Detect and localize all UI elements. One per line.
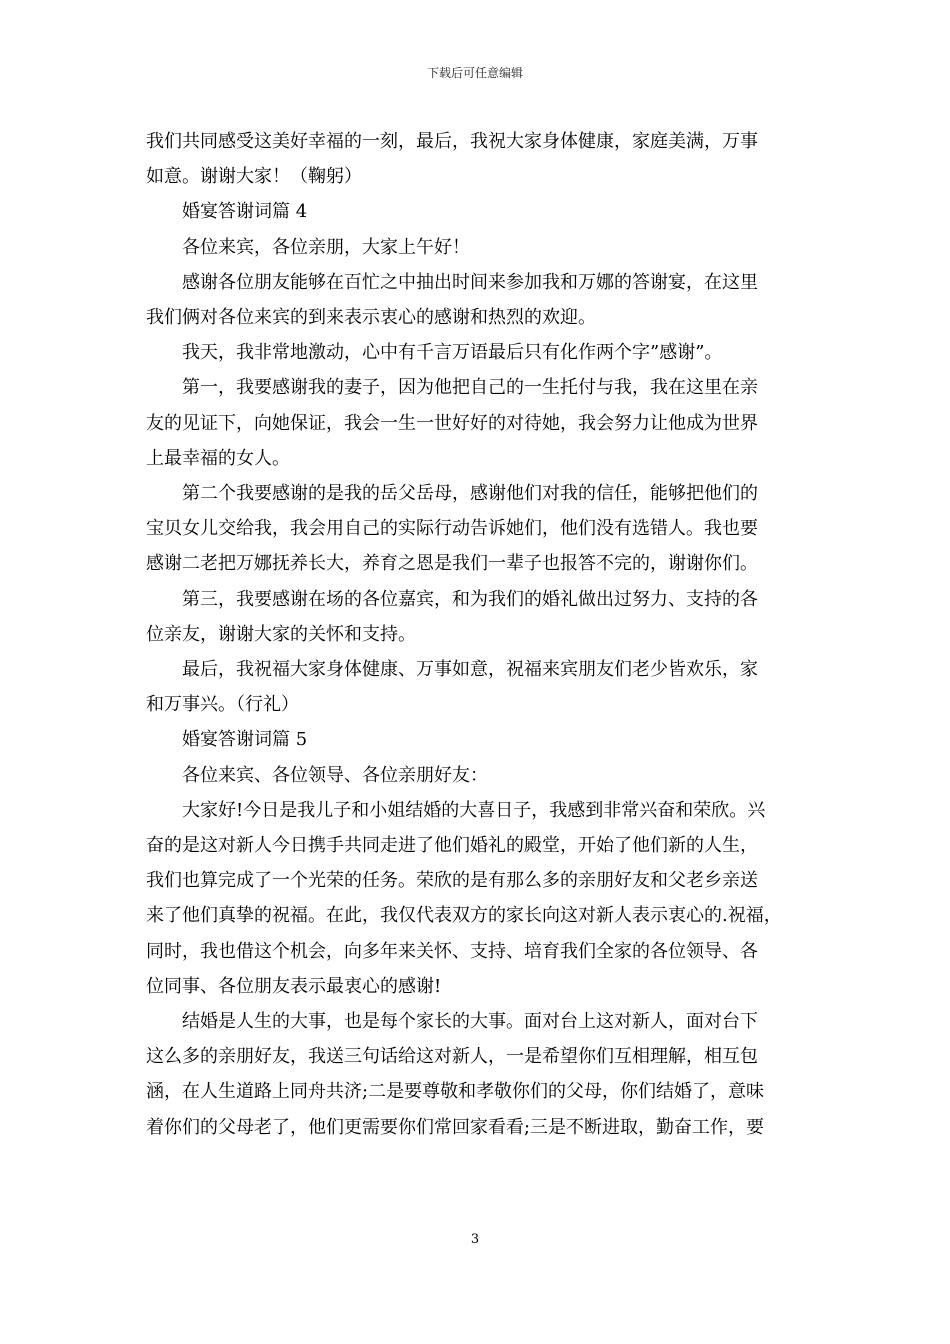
paragraph: 第三，我要感谢在场的各位嘉宾，和为我们的婚礼做出过努力、支持的各 位亲友，谢谢大家的关怀和支持。 <box>146 588 758 645</box>
paragraph: 感谢各位朋友能够在百忙之中抽出时间来参加我和万娜的答谢宴，在这里 我们俩对各位来宾的到来表示衷心的感谢和热烈的欢迎。 <box>146 271 758 329</box>
paragraph: 最后，我祝福大家身体健康、万事如意，祝福来宾朋友们老少皆欢乐，家 和万事兴。（行礼） <box>146 659 758 716</box>
section-heading: 婚宴答谢词篇 4 <box>146 201 308 223</box>
page-header: 下载后可任意编辑 <box>426 66 523 80</box>
paragraph: 我天，我非常地激动，心中有千言万语最后只有化作两个字”感谢”。 <box>146 342 723 364</box>
paragraph: 第一，我要感谢我的妻子，因为他把自己的一生托付与我，我在这里在亲 友的见证下，向她保证，我会一生一世好好的对待她，我会努力让他成为世界 上最幸福的女人。 <box>146 377 758 469</box>
page-number: 3 <box>470 1232 480 1247</box>
document-body <box>146 124 812 1145</box>
paragraph: 第二个我要感谢的是我的岳父岳母，感谢他们对我的信任，能够把他们的 宝贝女儿交给我，我会用自己的实际行动告诉她们，他们没有选错人。我也要 感谢二老把万娜抚养长大，养育之恩是我们一辈子也报答不完的，谢谢你们。 <box>146 483 758 575</box>
paragraph: 我们共同感受这美好幸福的一刻，最后，我祝大家身体健康，家庭美满，万事 如意。谢谢大家！（鞠躬） <box>146 131 758 188</box>
paragraph: 结婚是人生的大事，也是每个家长的大事。面对台上这对新人，面对台下 这么多的亲朋好友，我送三句话给这对新人，一是希望你们互相理解，相互包 涵，在人生道路上同舟共济;二是要尊敬和孝敬你们的父母，你们结婚了，意味 着你们的父母老了，他们更需要你们常回家看看;三是不断进取，勤奋工作，要 <box>146 1011 765 1138</box>
section-heading: 婚宴答谢词篇 5 <box>146 729 308 751</box>
paragraph: 大家好!今日是我儿子和小姐结婚的大喜日子，我感到非常兴奋和荣欣。兴 奋的是这对新人今日携手共同走进了他们婚礼的殿堂，开始了他们新的人生， 我们也算完成了一个光荣的任务。荣欣的是有那么多的亲朋好友和父老乡亲送 来了他们真挚的祝福。在此，我仅代表双方的家长向这对新人表示衷心的.祝福， 同时，我也借这个机会，向多年来关怀、支持、培育我们全家的各位领导、各 位同事、各位朋友表示最衷心的感谢! <box>146 799 782 997</box>
paragraph: 各位来宾，各位亲朋，大家上午好！ <box>146 236 470 258</box>
paragraph: 各位来宾、各位领导、各位亲朋好友： <box>146 764 488 786</box>
